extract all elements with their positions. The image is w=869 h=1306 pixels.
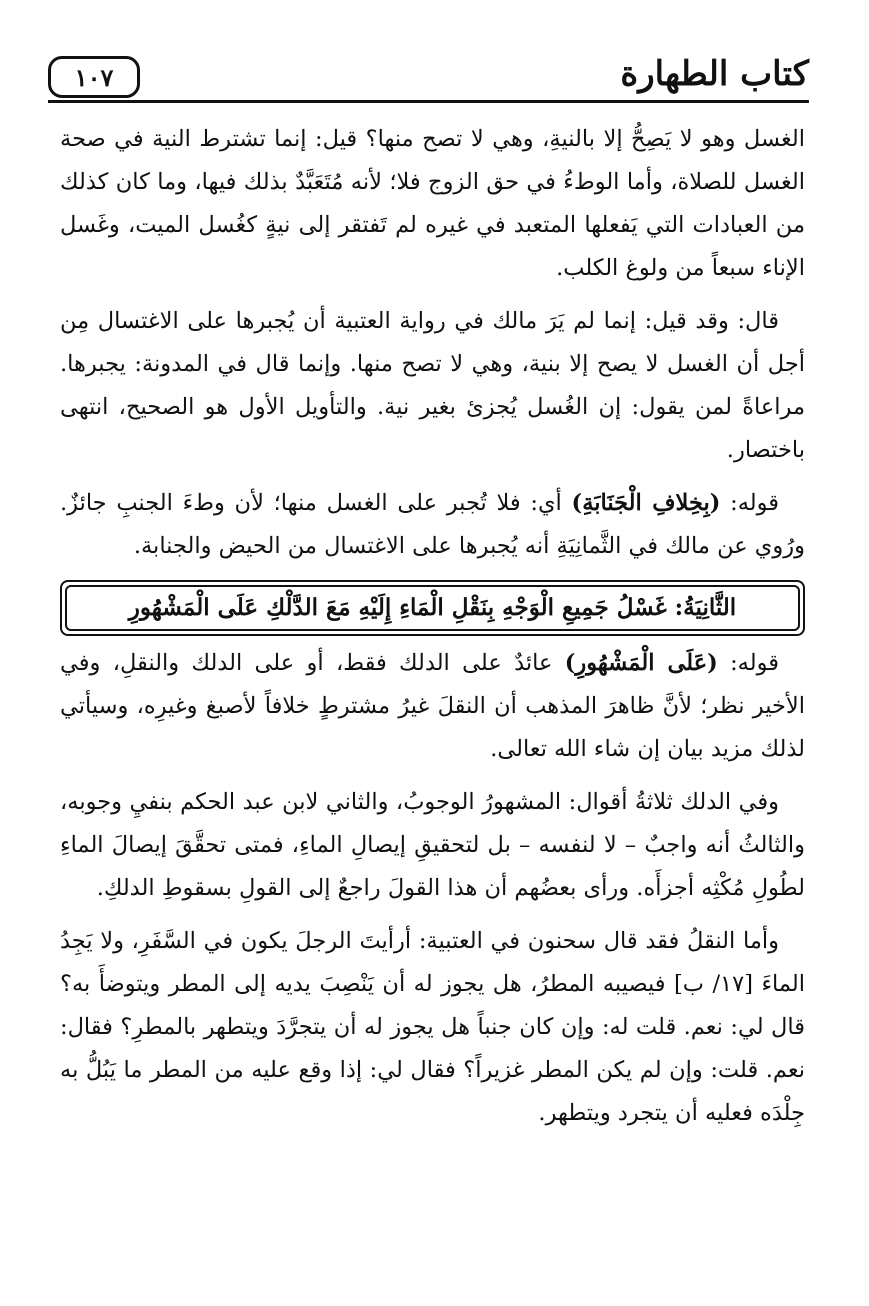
paragraph: وأما النقلُ فقد قال سحنون في العتبية: أرأيتَ الرجلَ يكون في السَّفَرِ، ولا يَجِدُ الماءَ [١٧/ ب] فيصيبه المطرُ، هل يجوز له أن يَنْصِبَ يديه إلى المطر ويتوضأَ به؟ قال لي: نعم. قلت له: وإن كان جنباً هل يجوز له أن يتجرَّدَ ويتطهر بالمطرِ؟ فقال: نعم. قلت: وإن لم يكن المطر غزيراً؟ فقال لي: إذا وقع عليه من المطر ما يَبُلُّ به جِلْدَه فعليه أن يتجرد ويتطهر. bbox=[60, 928, 805, 1126]
paragraph-mashhur bbox=[60, 642, 805, 771]
paragraph: وفي الدلك ثلاثةُ أقوال: المشهورُ الوجوبُ، والثاني لابن عبد الحكم بنفيِ وجوبه، والثالثُ أنه واجبٌ – لا لنفسه – بل لتحقيقِ إيصالِ الماءِ، فمتى تحقَّقَ إيصالَ الماءِ لطُولِ مُكْثِه أجزأَه. ورأى بعضُهم أن هذا القولَ راجعٌ إلى القولِ بسقوطِ الدلكِ. bbox=[60, 789, 805, 901]
quoted-term: (عَلَى الْمَشْهُورِ) bbox=[564, 650, 718, 676]
paragraph-khilaf bbox=[60, 482, 805, 568]
page-header bbox=[48, 48, 809, 104]
quoted-term: (بِخِلافِ الْجَنَابَةِ) bbox=[571, 490, 721, 516]
paragraph-lead: قوله: bbox=[717, 650, 779, 676]
paragraph: قال: وقد قيل: إنما لم يَرَ مالك في رواية العتبية أن يُجبرها على الاغتسال مِن أجل أن الغسل لا يصح إلا بنية، وهي لا تصح منها. وإنما قال في المدونة: يجبرها. مراعاةً لمن يقول: إن الغُسل يُجزئ بغير نية. والتأويل الأول هو الصحيح، انتهى باختصار. bbox=[60, 308, 805, 463]
section-heading-frame bbox=[60, 580, 805, 636]
paragraph-lead: قوله: bbox=[720, 490, 779, 516]
header-rule bbox=[48, 100, 809, 103]
page-body bbox=[60, 118, 805, 1135]
section-heading: الثَّانِيَةُ: غَسْلُ جَمِيعِ الْوَجْهِ بِنَقْلِ الْمَاءِ إِلَيْهِ مَعَ الدَّلْكِ عَلَى الْمَشْهُورِ bbox=[65, 585, 800, 631]
paragraph-text: أي: فلا تُجبر على الغسل منها؛ لأن وطءَ الجنبِ جائزٌ. ورُوي عن مالك في الثَّمانِيَةِ أنه يُجبرها على الاغتسال من الحيض والجنابة. bbox=[60, 490, 805, 559]
book-title: كتاب الطهارة bbox=[620, 54, 809, 94]
paragraph: الغسل وهو لا يَصِحُّ إلا بالنيةِ، وهي لا تصح منها؟ قيل: إنما تشترط النية في صحة الغسل للصلاة، وأما الوطءُ في حق الزوج فلا؛ لأنه مُتَعَبَّدٌ بذلك فيها، وما كان كذلك من العبادات التي يَفعلها المتعبد في غيره لم تَفتقر إلى نيةٍ كغُسل الميت، وغَسل الإناء سبعاً من ولوغ الكلب. bbox=[60, 126, 805, 281]
page-number: ١٠٧ bbox=[48, 56, 140, 98]
paragraph-text: عائدٌ على الدلك فقط، أو على الدلك والنقلِ، وفي الأخير نظر؛ لأنَّ ظاهرَ المذهب أن النقلَ غيرُ مشترطٍ خلافاً لأصبغ وغيرِه، وسيأتي لذلك مزيد بيان إن شاء الله تعالى. bbox=[60, 650, 805, 762]
